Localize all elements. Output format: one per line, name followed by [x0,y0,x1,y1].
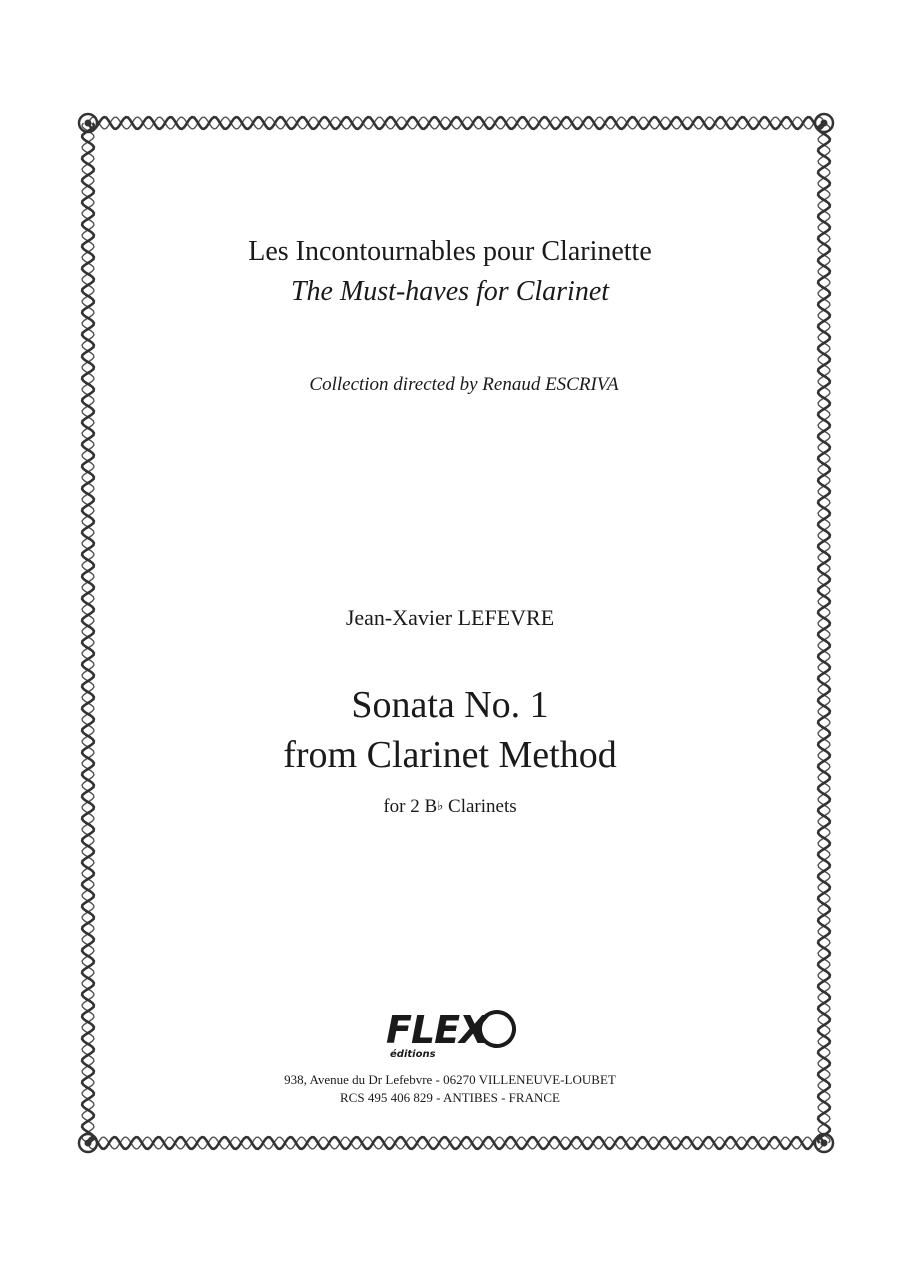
flat-symbol: ♭ [437,798,444,813]
instrumentation [0,796,900,818]
address-line-1: 938, Avenue du Dr Lefebvre - 06270 VILLENEUVE-LOUBET [284,1072,616,1087]
series-title: Les Incontournables pour Clarinette [248,236,652,267]
flex-editions-logo [382,1005,522,1061]
composer-name: Jean-Xavier LEFEVRE [345,605,555,630]
corner-ornament-dot [821,1140,828,1147]
series-subtitle: The Must-haves for Clarinet [290,276,610,307]
work-title: Sonata No. 1 [351,684,549,726]
instrumentation-suffix: Clarinets [443,796,517,817]
collection-credit: Collection directed by Renaud ESCRIVA [309,374,619,395]
logo-text: FLEX [386,1008,488,1052]
address-line-2: RCS 495 406 829 - ANTIBES - FRANCE [340,1090,560,1105]
work-subtitle: from Clarinet Method [283,734,617,776]
logo-subtext: éditions [390,1049,436,1060]
instrumentation-prefix: for 2 B [383,796,438,817]
corner-ornament-dot [85,1140,92,1147]
corner-ornament-dot [85,120,92,127]
corner-ornament-dot [821,120,828,127]
